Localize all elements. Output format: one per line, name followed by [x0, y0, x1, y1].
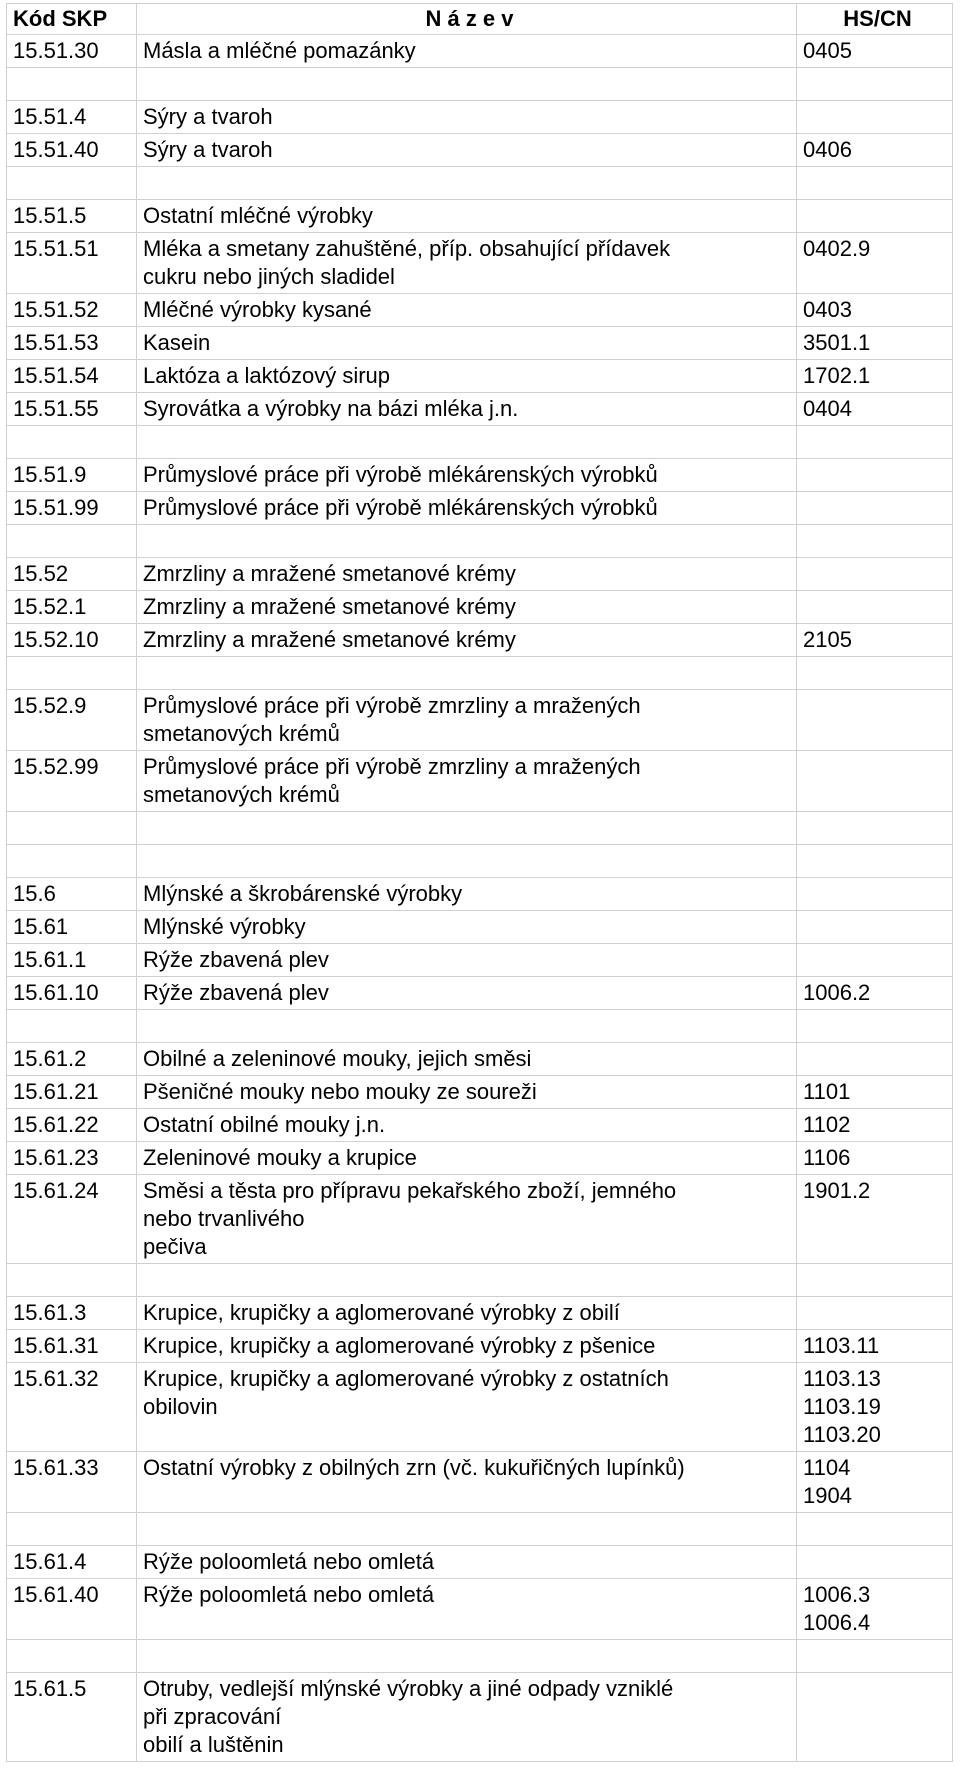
table-row	[7, 657, 953, 690]
table-row	[7, 1297, 953, 1330]
cell-code	[7, 525, 137, 558]
cell-hs	[797, 68, 953, 101]
cell-code: 15.51.52	[7, 294, 137, 327]
cell-name: Obilné a zeleninové mouky, jejich směsi	[137, 1043, 797, 1076]
cell-code: 15.61.5	[7, 1673, 137, 1762]
cell-hs: 1106	[797, 1142, 953, 1175]
cell-code: 15.6	[7, 878, 137, 911]
cell-code: 15.61.21	[7, 1076, 137, 1109]
cell-code: 15.61.1	[7, 944, 137, 977]
cell-name	[137, 1264, 797, 1297]
cell-name: Mlýnské a škrobárenské výrobky	[137, 878, 797, 911]
cell-code	[7, 1513, 137, 1546]
cell-code: 15.61.22	[7, 1109, 137, 1142]
header-hs: HS/CN	[797, 4, 953, 35]
header-row	[7, 4, 953, 35]
cell-code: 15.52	[7, 558, 137, 591]
cell-code: 15.61.33	[7, 1452, 137, 1513]
cell-code: 15.51.53	[7, 327, 137, 360]
cell-name: Kasein	[137, 327, 797, 360]
cell-hs	[797, 690, 953, 751]
cell-hs	[797, 1297, 953, 1330]
table-row	[7, 134, 953, 167]
cell-name: Krupice, krupičky a aglomerované výrobky z ostatních obilovin	[137, 1363, 797, 1452]
cell-name: Ostatní mléčné výrobky	[137, 200, 797, 233]
table-row	[7, 525, 953, 558]
cell-hs	[797, 558, 953, 591]
table-row	[7, 459, 953, 492]
table-row	[7, 1076, 953, 1109]
cell-hs: 1103.11	[797, 1330, 953, 1363]
table-row	[7, 1546, 953, 1579]
cell-hs	[797, 525, 953, 558]
cell-code	[7, 845, 137, 878]
cell-name: Mléčné výrobky kysané	[137, 294, 797, 327]
table-row	[7, 1579, 953, 1640]
table-row	[7, 68, 953, 101]
cell-code: 15.51.99	[7, 492, 137, 525]
cell-hs: 0403	[797, 294, 953, 327]
cell-hs: 0404	[797, 393, 953, 426]
cell-code: 15.51.5	[7, 200, 137, 233]
cell-code	[7, 68, 137, 101]
cell-code: 15.52.99	[7, 751, 137, 812]
cell-code: 15.61.24	[7, 1175, 137, 1264]
table-row	[7, 1640, 953, 1673]
cell-hs: 1006.3 1006.4	[797, 1579, 953, 1640]
cell-name: Mlýnské výrobky	[137, 911, 797, 944]
table-row	[7, 35, 953, 68]
cell-hs	[797, 1043, 953, 1076]
table-row	[7, 1330, 953, 1363]
cell-hs	[797, 492, 953, 525]
cell-hs	[797, 1640, 953, 1673]
cell-name	[137, 167, 797, 200]
cell-name: Zmrzliny a mražené smetanové krémy	[137, 558, 797, 591]
cell-code	[7, 426, 137, 459]
cell-name: Průmyslové práce při výrobě zmrzliny a mražených smetanových krémů	[137, 751, 797, 812]
table-row	[7, 1010, 953, 1043]
cell-name: Laktóza a laktózový sirup	[137, 360, 797, 393]
cell-hs	[797, 459, 953, 492]
table-row	[7, 200, 953, 233]
cell-name	[137, 426, 797, 459]
cell-hs	[797, 1010, 953, 1043]
cell-code: 15.61.10	[7, 977, 137, 1010]
cell-name: Rýže zbavená plev	[137, 944, 797, 977]
cell-hs	[797, 878, 953, 911]
cell-code	[7, 657, 137, 690]
cell-code: 15.61.23	[7, 1142, 137, 1175]
cell-name: Sýry a tvaroh	[137, 134, 797, 167]
cell-hs: 1101	[797, 1076, 953, 1109]
table-row	[7, 911, 953, 944]
cell-code: 15.61.4	[7, 1546, 137, 1579]
cell-name: Krupice, krupičky a aglomerované výrobky z pšenice	[137, 1330, 797, 1363]
cell-name: Průmyslové práce při výrobě zmrzliny a mražených smetanových krémů	[137, 690, 797, 751]
cell-name: Sýry a tvaroh	[137, 101, 797, 134]
table-row	[7, 233, 953, 294]
cell-hs	[797, 167, 953, 200]
table-row	[7, 1264, 953, 1297]
table-row	[7, 977, 953, 1010]
table-row	[7, 624, 953, 657]
cell-hs: 1104 1904	[797, 1452, 953, 1513]
cell-name	[137, 1513, 797, 1546]
cell-hs	[797, 101, 953, 134]
table-row	[7, 327, 953, 360]
cell-name	[137, 845, 797, 878]
cell-name: Směsi a těsta pro přípravu pekařského zboží, jemného nebo trvanlivého pečiva	[137, 1175, 797, 1264]
cell-hs: 0406	[797, 134, 953, 167]
cell-code	[7, 1264, 137, 1297]
cell-code: 15.51.51	[7, 233, 137, 294]
cell-hs	[797, 1513, 953, 1546]
cell-code	[7, 1640, 137, 1673]
cell-name: Zmrzliny a mražené smetanové krémy	[137, 624, 797, 657]
cell-hs	[797, 944, 953, 977]
skp-code-table	[6, 3, 953, 1762]
cell-hs	[797, 751, 953, 812]
cell-name: Zeleninové mouky a krupice	[137, 1142, 797, 1175]
cell-code: 15.61.3	[7, 1297, 137, 1330]
table-row	[7, 878, 953, 911]
cell-code: 15.61.32	[7, 1363, 137, 1452]
cell-name	[137, 657, 797, 690]
cell-code: 15.51.40	[7, 134, 137, 167]
cell-code	[7, 167, 137, 200]
table-row	[7, 591, 953, 624]
cell-hs: 1006.2	[797, 977, 953, 1010]
cell-name	[137, 1640, 797, 1673]
cell-name	[137, 1010, 797, 1043]
table-row	[7, 1452, 953, 1513]
cell-hs: 2105	[797, 624, 953, 657]
cell-name: Zmrzliny a mražené smetanové krémy	[137, 591, 797, 624]
cell-name: Krupice, krupičky a aglomerované výrobky z obilí	[137, 1297, 797, 1330]
table-row	[7, 1363, 953, 1452]
cell-hs: 1702.1	[797, 360, 953, 393]
table-row	[7, 1043, 953, 1076]
cell-name: Rýže poloomletá nebo omletá	[137, 1579, 797, 1640]
table-row	[7, 101, 953, 134]
cell-hs	[797, 426, 953, 459]
cell-code: 15.52.10	[7, 624, 137, 657]
cell-code: 15.51.9	[7, 459, 137, 492]
header-code: Kód SKP	[7, 4, 137, 35]
cell-name: Ostatní výrobky z obilných zrn (vč. kukuřičných lupínků)	[137, 1452, 797, 1513]
cell-name: Másla a mléčné pomazánky	[137, 35, 797, 68]
cell-code	[7, 1010, 137, 1043]
table-row	[7, 1673, 953, 1762]
table-row	[7, 294, 953, 327]
cell-code	[7, 812, 137, 845]
table-row	[7, 812, 953, 845]
cell-code: 15.51.4	[7, 101, 137, 134]
cell-code: 15.51.54	[7, 360, 137, 393]
table-row	[7, 167, 953, 200]
cell-name	[137, 812, 797, 845]
table-row	[7, 1175, 953, 1264]
table-row	[7, 944, 953, 977]
cell-hs: 0402.9	[797, 233, 953, 294]
cell-code: 15.61.40	[7, 1579, 137, 1640]
table-row	[7, 558, 953, 591]
cell-name: Syrovátka a výrobky na bázi mléka j.n.	[137, 393, 797, 426]
cell-hs	[797, 657, 953, 690]
cell-hs	[797, 1673, 953, 1762]
cell-hs	[797, 591, 953, 624]
cell-hs	[797, 911, 953, 944]
cell-code: 15.61	[7, 911, 137, 944]
table-row	[7, 492, 953, 525]
cell-hs	[797, 845, 953, 878]
cell-hs	[797, 1264, 953, 1297]
table-row	[7, 751, 953, 812]
table-row	[7, 1142, 953, 1175]
cell-code: 15.61.31	[7, 1330, 137, 1363]
cell-code: 15.52.9	[7, 690, 137, 751]
cell-name: Průmyslové práce při výrobě mlékárenských výrobků	[137, 459, 797, 492]
table-row	[7, 1109, 953, 1142]
cell-hs	[797, 1546, 953, 1579]
cell-hs	[797, 200, 953, 233]
table-row	[7, 845, 953, 878]
cell-hs: 1103.13 1103.19 1103.20	[797, 1363, 953, 1452]
table-row	[7, 426, 953, 459]
cell-hs	[797, 812, 953, 845]
cell-code: 15.51.30	[7, 35, 137, 68]
cell-name	[137, 68, 797, 101]
cell-name: Ostatní obilné mouky j.n.	[137, 1109, 797, 1142]
cell-name: Průmyslové práce při výrobě mlékárenských výrobků	[137, 492, 797, 525]
cell-code: 15.51.55	[7, 393, 137, 426]
cell-hs: 3501.1	[797, 327, 953, 360]
header-name: N á z e v	[137, 4, 797, 35]
cell-name: Otruby, vedlejší mlýnské výrobky a jiné odpady vzniklé při zpracování obilí a luštěnin	[137, 1673, 797, 1762]
cell-name: Rýže poloomletá nebo omletá	[137, 1546, 797, 1579]
cell-code: 15.52.1	[7, 591, 137, 624]
cell-name	[137, 525, 797, 558]
cell-name: Pšeničné mouky nebo mouky ze soureži	[137, 1076, 797, 1109]
cell-code: 15.61.2	[7, 1043, 137, 1076]
cell-name: Mléka a smetany zahuštěné, příp. obsahující přídavek cukru nebo jiných sladidel	[137, 233, 797, 294]
table-row	[7, 1513, 953, 1546]
cell-hs: 1102	[797, 1109, 953, 1142]
cell-hs: 1901.2	[797, 1175, 953, 1264]
cell-hs: 0405	[797, 35, 953, 68]
table-row	[7, 360, 953, 393]
table-row	[7, 690, 953, 751]
cell-name: Rýže zbavená plev	[137, 977, 797, 1010]
table-row	[7, 393, 953, 426]
